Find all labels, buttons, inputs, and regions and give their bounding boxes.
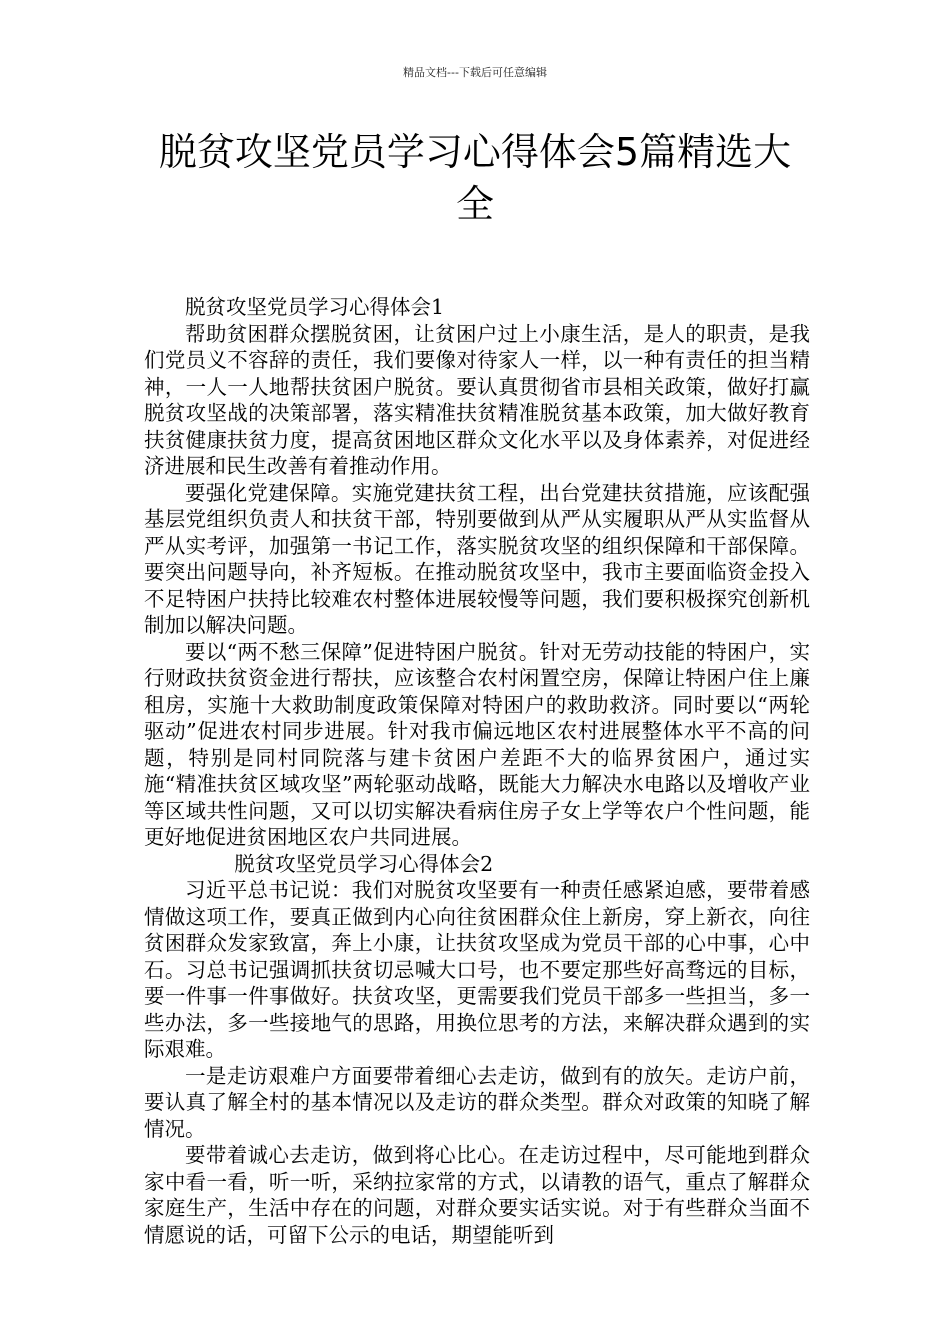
paragraph: 习近平总书记说：我们对脱贫攻坚要有一种责任感紧迫感，要带着感情做这项工作，要真正做到内心向往贫困群众住上新房，穿上新衣，向往贫困群众发家致富，奔上小康，让扶贫攻坚成为党员干部的心中事，心中石。习总书记强调抓扶贫切忌喊大口号，也不要定那些好高骛远的目标，要一件事一件事做好。扶贫攻坚，更需要我们党员干部多一些担当，多一些办法，多一些接地气的思路，用换位思考的方法，来解决群众遇到的实际艰难。 [144,878,810,1061]
paragraph: 要强化党建保障。实施党建扶贫工程，出台党建扶贫措施，应该配强基层党组织负责人和扶贫干部，特别要做到从严从实履职从严从实监督从严从实考评，加强第一书记工作，落实脱贫攻坚的组织保障和干部保障。要突出问题导向，补齐短板。在推动脱贫攻坚中，我市主要面临资金投入不足特困户扶持比较难农村整体进展较慢等问题，我们要积极探究创新机制加以解决问题。 [144,480,810,637]
paragraph: 要带着诚心去走访，做到将心比心。在走访过程中，尽可能地到群众家中看一看，听一听，采纳拉家常的方式，以请教的语气，重点了解群众家庭生产，生活中存在的问题，对群众要实话实说。对于有些群众当面不情愿说的话，可留下公示的电话，期望能听到 [144,1143,810,1247]
paragraph: 帮助贫困群众摆脱贫困，让贫困户过上小康生活，是人的职责，是我们党员义不容辞的责任，我们要像对待家人一样，以一种有责任的担当精神，一人一人地帮扶贫困户脱贫。要认真贯彻省市县相关政策，做好打赢脱贫攻坚战的决策部署，落实精准扶贫精准脱贫基本政策，加大做好教育扶贫健康扶贫力度，提高贫困地区群众文化水平以及身体素养，对促进经济进展和民生改善有着推动作用。 [144,321,810,478]
paragraph: 一是走访艰难户方面要带着细心去走访，做到有的放矢。走访户前，要认真了解全村的基本情况以及走访的群众类型。群众对政策的知晓了解情况。 [144,1063,810,1141]
paragraph: 要以“两不愁三保障”促进特困户脱贫。针对无劳动技能的特困户，实行财政扶贫资金进行帮扶，应该整合农村闲置空房，保障让特困户住上廉租房，实施十大救助制度政策保障对特困户的救助救济。同时要以“两轮驱动”促进农村同步进展。针对我市偏远地区农村进展整体水平不高的问题，特别是同村同院落与建卡贫困户差距不大的临界贫困户，通过实施“精准扶贫区域攻坚”两轮驱动战略，既能大力解决水电路以及增收产业等区域共性问题，又可以切实解决看病住房子女上学等农户个性问题，能更好地促进贫困地区农户共同进展。 [144,639,810,849]
document-body [144,294,810,1248]
section-heading-1: 脱贫攻坚党员学习心得体会1 [185,295,445,319]
section-heading-2: 脱贫攻坚党员学习心得体会2 [234,851,494,876]
document-title: 脱贫攻坚党员学习心得体会5篇精选大全 [158,130,792,226]
header-note: 精品文档---下载后可任意编辑 [403,66,547,79]
